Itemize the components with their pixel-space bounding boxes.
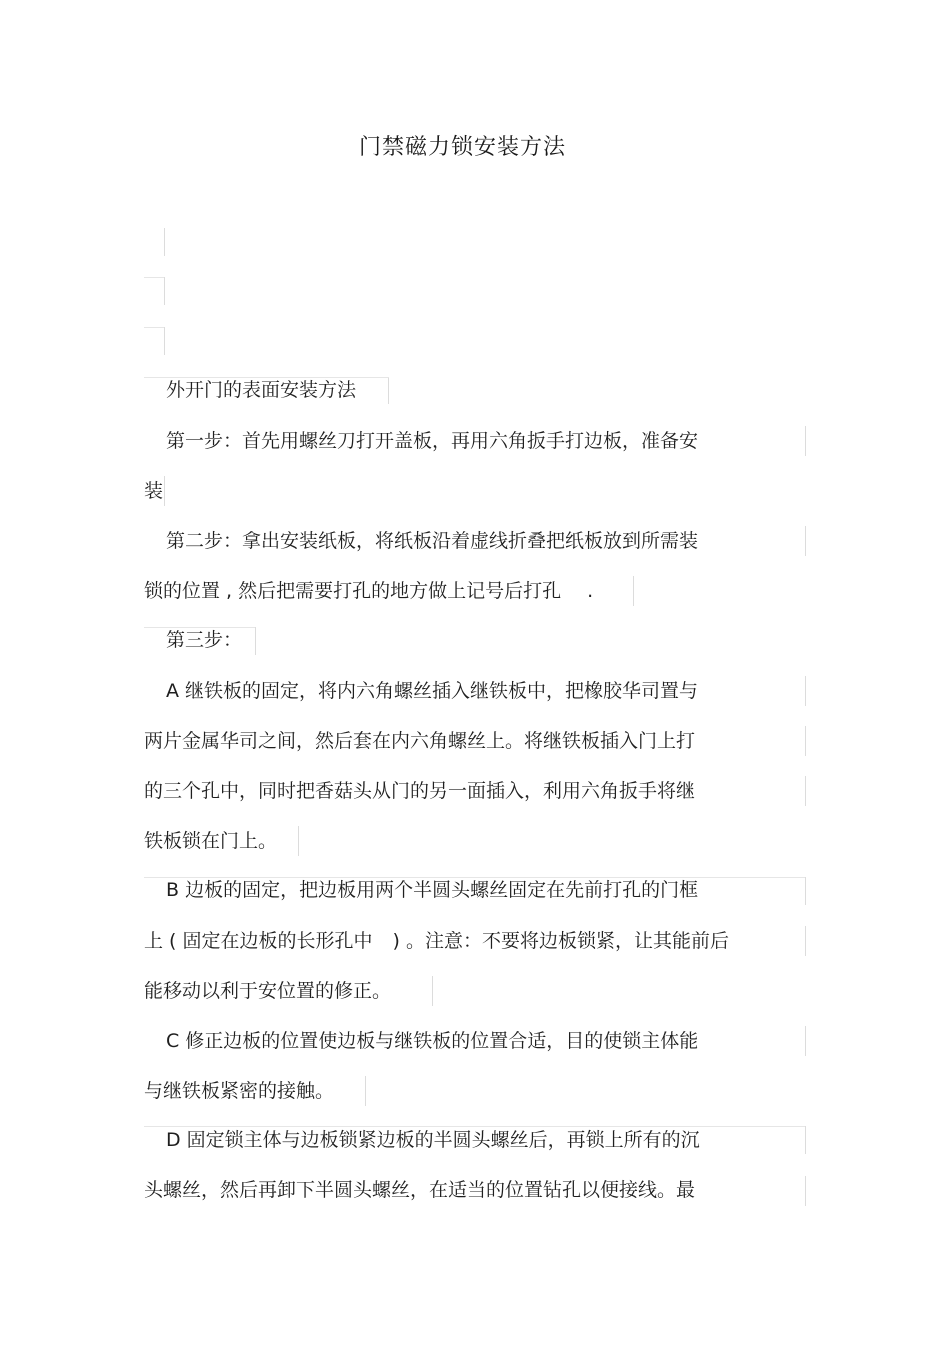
- step2-line1: 第二步：拿出安装纸板，将纸板沿着虚线折叠把纸板放到所需装: [166, 530, 699, 552]
- item-a-line4: 铁板锁在门上。: [144, 830, 278, 852]
- border-artifact: [144, 327, 165, 328]
- item-b-line2: [144, 927, 729, 955]
- border-artifact: [805, 526, 806, 556]
- border-artifact: [144, 277, 165, 278]
- border-artifact: [164, 476, 165, 506]
- step2-line2-text: 锁的位置 , 然后把需要打孔的地方做上记号后打孔: [144, 580, 562, 602]
- step1-line2: 装: [144, 480, 164, 502]
- border-artifact: [805, 926, 806, 956]
- border-artifact: [164, 277, 165, 305]
- border-artifact: [164, 327, 165, 355]
- item-a-line2: 两片金属华司之间，然后套在内六角螺丝上。将继铁板插入门上打: [144, 730, 696, 752]
- document-title: 门禁磁力锁安装方法: [358, 135, 566, 160]
- step2-line2-end: .: [587, 580, 594, 602]
- border-artifact: [633, 576, 634, 606]
- border-artifact: [298, 826, 299, 856]
- border-artifact: [365, 1076, 366, 1106]
- step2-line2: [144, 577, 593, 605]
- item-a-line3: 的三个孔中，同时把香菇头从门的另一面插入，利用六角扳手将继: [144, 780, 696, 802]
- border-artifact: [805, 426, 806, 456]
- item-d-line1: D 固定锁主体与边板锁紧边板的半圆头螺丝后，再锁上所有的沉: [166, 1129, 700, 1151]
- border-artifact: [805, 1126, 806, 1154]
- border-artifact: [388, 378, 389, 404]
- border-artifact: [805, 877, 806, 905]
- border-artifact: [805, 676, 806, 706]
- item-b-line2-end: ) 。注意：不要将边板锁紧，让其能前后: [392, 930, 729, 952]
- border-artifact: [805, 1026, 806, 1056]
- item-b-line1: B 边板的固定，把边板用两个半圆头螺丝固定在先前打孔的门框: [166, 879, 699, 901]
- border-artifact: [432, 976, 433, 1006]
- step3-label: 第三步：: [166, 629, 243, 651]
- border-artifact: [805, 776, 806, 806]
- border-artifact: [805, 1176, 806, 1206]
- border-artifact: [255, 627, 256, 655]
- section-heading: 外开门的表面安装方法: [166, 379, 357, 401]
- item-d-line2: 头螺丝，然后再卸下半圆头螺丝，在适当的位置钻孔以便接线。最: [144, 1179, 696, 1201]
- border-artifact: [164, 228, 165, 256]
- item-b-line2-text: 上 ( 固定在边板的长形孔中: [144, 930, 373, 952]
- item-c-line1: C 修正边板的位置使边板与继铁板的位置合适，目的使锁主体能: [166, 1030, 699, 1052]
- item-b-line3: 能移动以利于安位置的修正。: [144, 980, 392, 1002]
- item-c-line2: 与继铁板紧密的接触。: [144, 1080, 335, 1102]
- item-a-line1: A 继铁板的固定，将内六角螺丝插入继铁板中，把橡胶华司置与: [166, 680, 699, 702]
- step1-line1: 第一步：首先用螺丝刀打开盖板，再用六角扳手打边板，准备安: [166, 430, 699, 452]
- border-artifact: [805, 726, 806, 756]
